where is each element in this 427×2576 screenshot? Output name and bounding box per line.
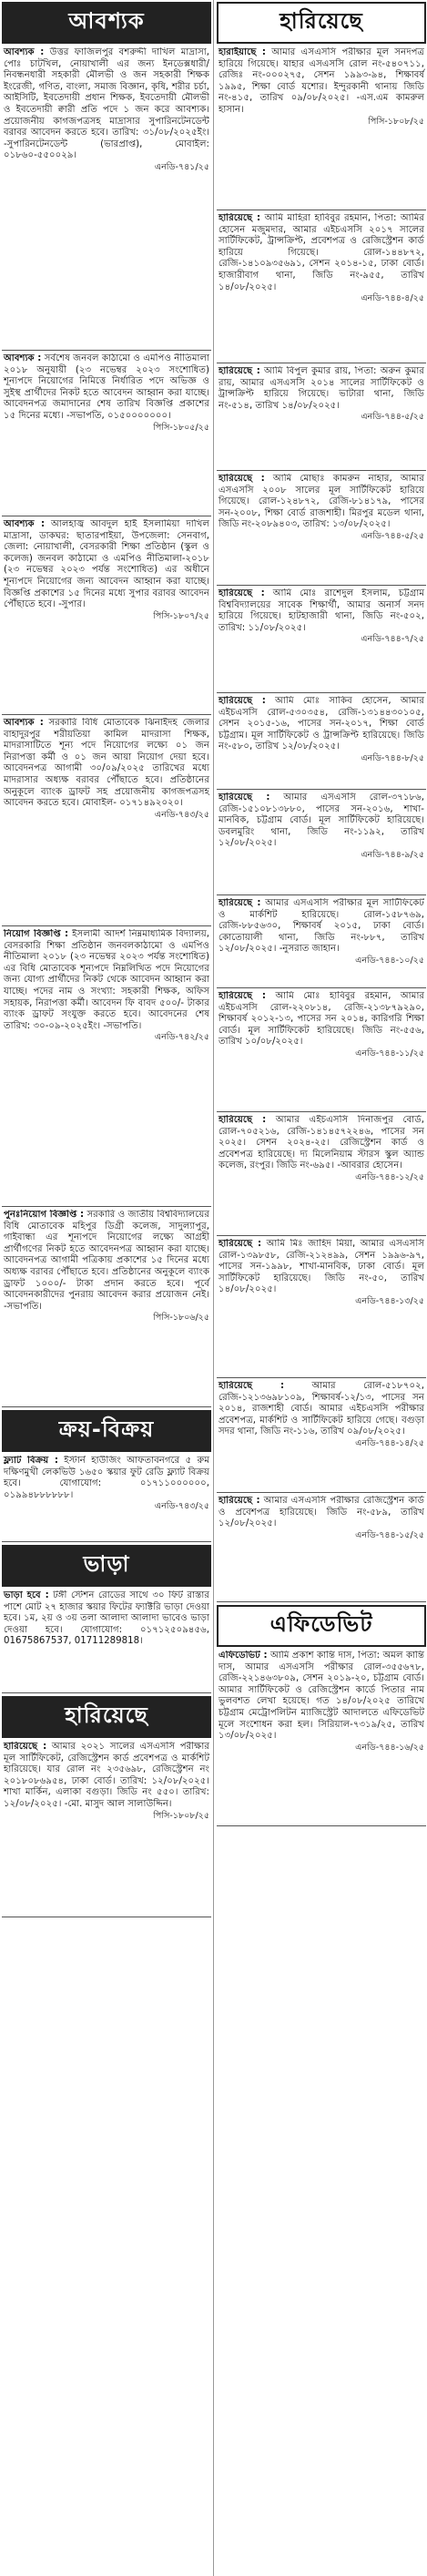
ad-lost-10: হারিয়েছে : আমার এইচএসসি দিনাজপুর বোর্ড, রোল-৭০৫২১৬, রেজি-১৪১৪৫৭২২৪৬, পাসের সন ২০২৫। সেশন ২০২৪-২৫। রেজিস্ট্রেশন কার্ড ও প্রবেশপত্র হারিয়েছে। দ্য মিলেনিয়াম স্টারস স্কুল অ্যান্ড কলেজ, রংপুর। জিডি নং-৬৯৫। -আবরার হোসেন। এনডি-৭৪৪-১২/২৫: [217, 1115, 426, 1236]
section-header-buy-sell: ক্রয়-বিক্রয়: [2, 1410, 211, 1452]
ad-lost-6: হারিয়েছে : আমি মোঃ সাকিব হোসেন, আমার এইচএসসি রোল-৫৩০৩৫৪, রেজি-১৩১৪৪৩০১০৫, সেশন ২০১৫-১৬, পাসের সন-২০১৭, শিক্ষা বোর্ড চট্টগ্রাম। মূল সার্টিফিকেট ও ট্রান্সক্রিপ্ট হারিয়েছে। জিডি নং-৫৮০, তারিখ ১২/০৮/২০২৫। এনডি-৭৪৪-৮/২৫: [217, 696, 426, 790]
section-header-rent: ভাড়া: [2, 1545, 211, 1587]
ad-recruitment: নিয়োগ বিজ্ঞপ্তি : ইসলামী আদর্শ নিম্নমাধ্যমিক বিদ্যালয়, বেসরকারি শিক্ষা প্রতিষ্ঠান জনবলকাঠামো ও এমপিও নীতিমালা ২০১৮ (২৩ নভেম্বর ২০২৩ পর্যন্ত সংশোধিত) এর বিধি মোতাবেক শূন্যপদে নিম্নলিখিত পদে নিয়োগের জন্য যোগ্য প্রার্থীদের নিকট থেকে আবেদন আহ্বান করা যাচ্ছে। পদের নাম ও সংখ্যা: সহকারী শিক্ষক, অফিস সহায়ক, নিরাপত্তা কর্মী। আবেদন ফি বাবদ ৫০০/- টাকার ব্যাংক ড্রাফট সংযুক্ত করতে হবে। আবেদনের শেষ তারিখ: ৩০-০৯-২০২৫ইং। -সভাপতি। এনডি-৭৪২/২৫: [2, 929, 211, 1207]
section-header-affidavit: এফিডেভিট: [217, 1605, 426, 1647]
ad-reappointment: পুনঃনিয়োগ বিজ্ঞপ্তি : সরকারি ও জাতীয় বিশ্ববিদ্যালয়ের বিধি মোতাবেক মহিপুর ডিগ্রী কলেজ, সাদুল্যাপুর, গাইবান্ধা এর শূন্যপদে নিয়োগের লক্ষ্যে আগ্রহী প্রার্থীগণের নিকট হতে আবেদনপত্র আহ্বান করা যাচ্ছে। আবেদনপত্র আগামী পত্রিকায় প্রকাশের ১৫ দিনের মধ্যে অধ্যক্ষ বরাবর পৌঁছাতে হবে। প্রতিষ্ঠানের অনুকূলে ব্যাংক ড্রাফট ১০০০/- টাকা প্রদান করতে হবে। পূর্বে আবেদনকারীদের পুনরায় আবেদন করার প্রয়োজন নেই। -সভাপতি। পিসি-১৮০৬/২৫: [2, 1210, 211, 1407]
ad-lost-left: হারিয়েছে : আমার ২০২১ সালের এসএসসি পরীক্ষার মূল সার্টিফিকেট, রেজিস্ট্রেশন কার্ড প্রবেশপত্র ও মার্কশিট হারিয়েছে। যার রোল নং ২৩৫৬৯৮, রেজিস্ট্রেশন নং ২০১৮০৮৬৯৫৪, ঢাকা বোর্ড। তারিখ: ১২/০৮/২০২৫। শাখা মার্কিন, এলাকা বগুড়া। জিডি নং ৫৫০। তারিখ: ১২/০৮/২০২৫। -মো. মাসুদ আল সালাউদ্দিন। পিসি-১৮০৮/২৫: [2, 1742, 211, 1917]
section-header-lost: হারিয়েছে: [217, 2, 426, 44]
ad-lost-12: হারিয়েছে : আমার রোল-৫১৮৭০২, রেজি-১২১৩৬৯৮১০৯, শিক্ষাবর্ষ-১২/১৩, পাসের সন ২০১৪, রাজশাহী বোর্ড। আমার এইচএসসি পরীক্ষার প্রবেশপত্র, মার্কশিট ও সার্টিফিকেট হারিয়ে গেছে। বগুড়া সদর থানা, জিডি নং-১১৬, তারিখ ০৯/০৮/২০২৫। এনডি-৭৪৪-১৪/২৫: [217, 1381, 426, 1493]
section-header-lost-2: হারিয়েছে: [2, 1696, 211, 1738]
ad-required-2: আবশ্যক : সর্বশেষ জনবল কাঠামো ও এমপিও নীতিমালা ২০১৮ অনুযায়ী (২৩ নভেম্বর ২০২৩ সংশোধিত) শূন্যপদে নিয়োগের নিমিত্তে নির্ধারিত পদে অভিজ্ঞ ও সুইস্থ প্রার্থীদের নিকট হতে আবেদন আহ্বান করা যাচ্ছে। আবেদনপত্র জমাদানের শেষ তারিখ বিজ্ঞপ্তি প্রকাশের ১৫ দিনের মধ্যে। -সভাপতি, ০১৫০০০০০০০। পিসি-১৮০৫/২৫: [2, 353, 211, 516]
ad-lost-11: হারিয়েছে : আমি মিঃ জাহিদ মিয়া, আমার এসএসসি রোল-১৩৯৮৫৮, রেজি-২১২৪৯৯, সেশন ১৯৯৬-৯৭, পাসের সন-১৯৯৮, শাখা-মানবিক, ঢাকা বোর্ড। মূল সার্টিফিকেট হারিয়েছে। জিডি নং-৫০, তারিখ ১৪/০৮/২০২৫। এনডি-৭৪৪-১৩/২৫: [217, 1239, 426, 1378]
ad-required-1: আবশ্যক : উত্তর ফাজিলপুর বশরুদ্দী দাখিল মাদ্রাসা, পোঃ চাটখিল, নোয়াখালী এর জন্য ইনডেক্সধারী/নিবন্ধনধারী সহকারী মৌলভী ও জন সহকারী শিক্ষক ইংরেজী, গণিত, বাংলা, সমাজ বিজ্ঞান, কৃষি, শরীর চর্চা, আইসিটি, ইবতেদায়ী প্রধান শিক্ষক, ইবতেদায়ী মৌলভী ও ইবতেদায়ী ক্বারী প্রতি পদে ১ জন করে আবশ্যক। প্রয়োজনীয় কাগজপত্রসহ মাদ্রাসার সুপারিনটেনডেন্ট বরাবর আবেদন করতে হবে। তারিখ: ৩১/০৮/২০২৫ইং। -সুপারিনটেনডেন্ট (ভারপ্রাপ্ত), মোবাইল: ০১৮৬০-৫৫০০২৯। এনডি-৭৪১/২৫: [2, 47, 211, 351]
ad-lost-1: হারাইয়াছে : আমার এসএসসি পরীক্ষার মূল সনদপত্র হারিয়ে গিয়েছে। যাহার এসএসসি রোল নং-৫৪০৭১১, রেজিঃ নং-০০০২৭৫, সেশন ১৯৯৩-৯৪, শিক্ষাবর্ষ ১৯৯৫, শিক্ষা বোর্ড যশোর। ইন্দুরকানী থানায় জিডি নং-৪১৫, তারিখ ০৯/০৮/২০২৫। -এস.এম কামরুল হাসান। পিসি-১৮০৮/২৫: [217, 47, 426, 210]
ad-lost-3: হারিয়েছে : আমি বিপুল কুমার রায়, পিতা: অরুন কুমার রায়, আমার এসএসসি ২০১৪ সালের সার্টিফিকেট ও ট্রান্সক্রিপ্ট হারিয়ে গিয়েছে। ভাটারা থানা, জিডি নং-৫১৪, তারিখ ১৪/০৮/২০২৫। এনডি-৭৪৪-৫/২৫: [217, 366, 426, 471]
column-divider: [213, 0, 214, 2576]
ad-required-3: আবশ্যক : আলহাজ্ব আবদুল হাই ইসলামিয়া দাখিল মাদ্রাসা, ডাকঘর: ছাতারপাইয়া, উপজেলা: সেনবাগ, জেলা: নোয়াখালী, বেসরকারী শিক্ষা প্রতিষ্ঠান (স্কুল ও কলেজ) জনবল কাঠামো ও এমপিও নীতিমালা-২০১৮ (২৩ নভেম্বর ২০২৩ পর্যন্ত সংশোধিত) এর অধীনে শূন্যপদে নিয়োগের জন্য আবেদন আহ্বান করা যাচ্ছে। বিজ্ঞপ্তি প্রকাশের ১৫ দিনের মধ্যে সুপার বরাবর আবেদন পৌঁছাতে হবে। -সুপার। পিসি-১৮০৭/২৫: [2, 519, 211, 715]
ad-rent: ভাড়া হবে : টঙ্গী স্টেশন রোডের সাথে ৩০ ফিট রাস্তার পাশে মোট ২৭ হাজার স্কয়ার ফিটের ফ্যাক্টরি ভাড়া দেওয়া হবে। ১ম, ২য় ও ৩য় তলা আলাদা আলাদা ভাবেও ভাড়া দেওয়া হবে। যোগাযোগ: ০১৭১২৫০৯৪৫৬, 01675867537, 01711289818।: [2, 1590, 211, 1693]
ad-lost-4: হারিয়েছে : আমি মোছাঃ কামরুন নাহার, আমার এসএসসি ২০০৮ সালের মূল সার্টিফিকেট হারিয়ে গিয়েছে। রোল-১২৪৮৭২, রেজি-৮১৪১৭৯, পাসের সন-২০০৮, শিক্ষা বোর্ড রাজশাহী। মিরপুর মডেল থানা, জিডি নং-২০৮৯৪০৩, তারিখ: ১৩/০৮/২০২৫। এনডি-৭৪৪-৫/২৫: [217, 474, 426, 586]
ad-lost-5: হারিয়েছে : আমি মোঃ রাশেদুল ইসলাম, চট্টগ্রাম বিশ্ববিদ্যালয়ের সাবেক শিক্ষার্থী, আমার অনার্স সনদ হারিয়ে গিয়েছে। হাটহাজারী থানা, জিডি নং-৫০২, তারিখ: ১১/০৮/২০২৫। এনডি-৭৪৪-৭/২৫: [217, 588, 426, 693]
ad-required-4: আবশ্যক : সরকারি বিধি মোতাবেক ঝিনাইদহ জেলার বাহাদুরপুর শরীয়তিয়া কামিল মাদরাসা শিক্ষক, মাদরাসাটিতে শূন্য পদে নিয়োগের লক্ষ্যে ০১ জন নিরাপত্তা কর্মী ও ০১ জন আয়া নিয়োগ দেয়া হবে। আবেদনপত্র আগামী ৩০/০৯/২০২৫ তারিখের মধ্যে মাদরাসার অধ্যক্ষ বরাবর পৌঁছাতে হবে। প্রতিষ্ঠানের অনুকূলে ব্যাংক ড্রাফট সহ প্রয়োজনীয় কাগজপত্রসহ আবেদন করতে হবে। মোবাইল- ০১৭১৪৯২০২০। এনডি-৭৪৩/২৫: [2, 718, 211, 926]
right-column: [217, 0, 426, 2576]
ad-lost-8: হারিয়েছে : আমার এসএসসি পরীক্ষার মূল সার্টিফিকেট ও মার্কশিট হারিয়েছে। রোল-১৫৮৭৬৯, রেজি-৮৮৫৬৩০, শিক্ষাবর্ষ ২০১৫, ঢাকা বোর্ড। কোতোয়ালী থানা, জিডি নং-৮৮৭, তারিখ ১২/০৮/২০২৫। -নুসরাত জাহান। এনডি-৭৪৪-১০/২৫: [217, 898, 426, 988]
section-header-required: আবশ্যক: [2, 2, 211, 44]
ad-lost-2: হারিয়েছে : আমি মাহিরা হাবিবুর রহমান, পিতা: আমির হোসেন মজুমদার, আমার এইচএসসি ২০১৭ সালের সার্টিফিকেট, ট্রান্সক্রিপ্ট, প্রবেশপত্র ও রেজিস্ট্রেশন কার্ড হারিয়ে গিয়েছে। রোল-১৪৪৮৭২, রেজি-১৪১০৯৩৫৬৯১, সেশন ২০১৪-১৫, ঢাকা বোর্ড। হাজারীবাগ থানা, জিডি নং-৯৫৫, তারিখ ১৪/০৮/২০২৫। এনডি-৭৪৪-৪/২৫: [217, 213, 426, 363]
left-column: [2, 0, 211, 2576]
ad-affidavit: এফিডেভিট : আমি প্রকাশ কান্তি দাস, পিতা: অমল কান্তি দাস, আমার এসএসসি পরীক্ষার রোল-৩৫৫৬৭৮, রেজি-২২১৪৬৩৮০৯, সেশন ২০১৯-২০, চট্টগ্রাম বোর্ড। আমার সার্টিফিকেট ও রেজিস্ট্রেশন কার্ডে পিতার নাম ভুলবশত লেখা হয়েছে। গত ১৪/০৮/২০২৫ তারিখে চট্টগ্রাম মেট্রোপলিটন ম্যাজিস্ট্রেট আদালতে এফিডেভিট মূলে সংশোধন করা হল। সিরিয়াল-৭৩১৯/২৫, তারিখ ১৩/০৮/২০২৫। এনডি-৭৪৪-১৬/২৫: [217, 1651, 426, 1826]
ad-lost-9: হারিয়েছে : আমি মোঃ হাবিবুর রহমান, আমার এইচএসসি রোল-২২০৮১৪, রেজি-২১৩৮৭৯২৯০, শিক্ষাবর্ষ ২০১২-১৩, পাসের সন ২০১৪, কারিগরি শিক্ষা বোর্ড। মূল সার্টিফিকেট হারিয়েছে। জিডি নং-৫৫৬, তারিখ ১০/০৮/২০২৫। এনডি-৭৪৪-১১/২৫: [217, 991, 426, 1112]
ad-lost-13: হারিয়েছে : আমার এসএসসি পরীক্ষার রেজিস্ট্রেশন কার্ড ও প্রবেশপত্র হারিয়েছে। জিডি নং-৫৮৯, তারিখ ১২/০৮/২০২৫। এনডি-৭৪৪-১৫/২৫: [217, 1496, 426, 1602]
ad-lost-7: হারিয়েছে : আমার এসএসসি রোল-৩৭১৮৬, রেজি-১৫১০৮১৩৮৮০, পাসের সন-২০১৬, শাখা- মানবিক, চট্টগ্রাম বোর্ড। মূল সার্টিফিকেট হারিয়েছে। ডবলমুরিং থানা, জিডি নং-১১৯২, তারিখ ১২/০৮/২০২৫। এনডি-৭৪৪-৯/২৫: [217, 792, 426, 895]
ad-flat-sale: ফ্ল্যাট বিক্রয় : ইস্টার্ন হাউজিং আফতাবনগরে ৫ রুম দক্ষিণমুখী লেকভিউ ১৬৫০ স্কয়ার ফুট রেডি ফ্ল্যাট বিক্রয় হবে। যোগাযোগ: ০১৭১১০০০০০০, ০১৯৯৪৮৮৮৮৮৮। এনডি-৭৪৩/২৫: [2, 1456, 211, 1542]
